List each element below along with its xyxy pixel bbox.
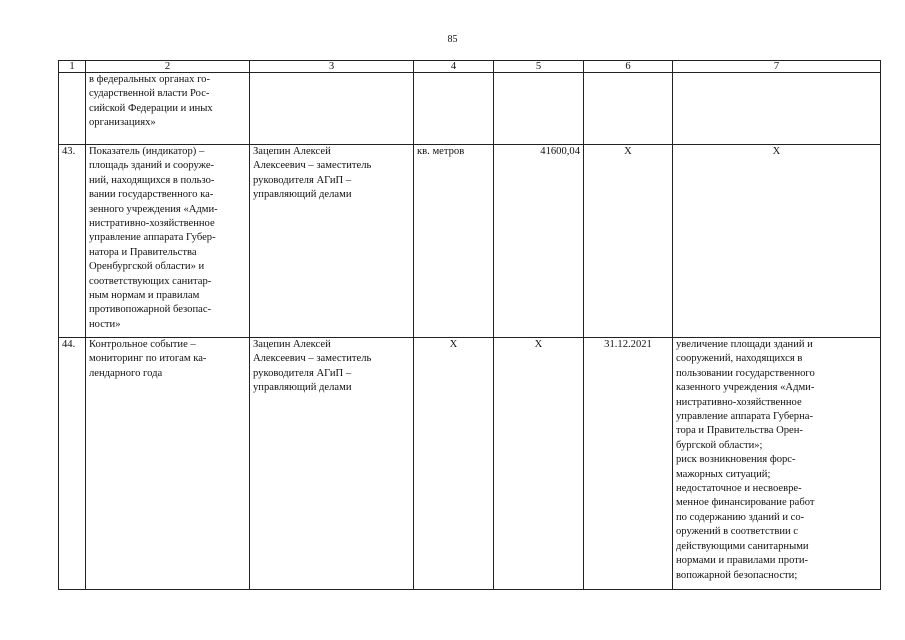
text-line: тора и Правительства Орен-	[676, 425, 803, 437]
text-line: лендарного года	[89, 367, 163, 379]
text-line: нистративно-хозяйственное	[676, 396, 802, 408]
cell-notes	[673, 338, 881, 590]
cell-date	[584, 73, 673, 145]
text-line: Алексеевич – заместитель	[253, 160, 372, 172]
header-cell-2: 2	[86, 61, 250, 73]
header-cell-3: 3	[250, 61, 414, 73]
cell-responsible	[250, 338, 414, 590]
text-line: сооружений, находящихся в	[676, 353, 803, 365]
row-number: 44.	[59, 338, 86, 590]
text-line: площадь зданий и сооруже-	[89, 160, 215, 172]
row-number: 43.	[59, 145, 86, 338]
cell-responsible	[250, 73, 414, 145]
table-row	[59, 145, 881, 338]
text-line: в федеральных органах го-	[89, 74, 210, 85]
text-line: пользовании государственного	[676, 367, 815, 379]
cell-unit: Х	[414, 338, 494, 590]
cell-description	[86, 73, 250, 145]
header-cell-4: 4	[414, 61, 494, 73]
text-line: вопожарной безопасности;	[676, 569, 798, 581]
text-line: сийской Федерации и иных	[89, 102, 213, 114]
cell-date: Х	[584, 145, 673, 338]
header-cell-5: 5	[494, 61, 584, 73]
header-cell-1: 1	[59, 61, 86, 73]
text-line: ний, находящихся в пользо-	[89, 174, 215, 186]
text-line: риск возникновения форс-	[676, 454, 796, 466]
text-line: Алексеевич – заместитель	[253, 353, 372, 365]
text-line: соответствующих санитар-	[89, 275, 212, 287]
cell-notes	[673, 73, 881, 145]
cell-unit: кв. метров	[414, 145, 494, 338]
header-cell-7: 7	[673, 61, 881, 73]
cell-description	[86, 338, 250, 590]
text-line: натора и Правительства	[89, 246, 197, 258]
text-line: управление аппарата Губер-	[89, 232, 216, 244]
text-line: Зацепин Алексей	[253, 339, 331, 350]
text-line: бургской области»;	[676, 439, 763, 451]
text-line: мажорных ситуаций;	[676, 468, 771, 480]
text-line: оружений в соответствии с	[676, 526, 799, 538]
text-line: Х	[772, 146, 781, 157]
cell-unit	[414, 73, 494, 145]
text-line: управление аппарата Губерна-	[676, 411, 813, 423]
text-line: менное финансирование работ	[676, 497, 815, 509]
cell-responsible	[250, 145, 414, 338]
text-line: управляющий делами	[253, 189, 352, 201]
table-row	[59, 338, 881, 590]
table-row-continuation	[59, 73, 881, 145]
text-line: Контрольное событие –	[89, 339, 196, 350]
cell-value	[494, 73, 584, 145]
text-line: недостаточное и несвоевре-	[676, 483, 802, 495]
text-line: ным нормам и правилам	[89, 290, 200, 302]
table-header-row	[59, 61, 881, 73]
text-line: зенного учреждения «Адми-	[89, 203, 218, 215]
text-line: ности»	[89, 318, 121, 330]
text-line: руководителя АГиП –	[253, 367, 352, 379]
text-line: по содержанию зданий и со-	[676, 511, 805, 523]
text-line: организациях»	[89, 117, 156, 129]
text-line: мониторинг по итогам ка-	[89, 353, 207, 365]
text-line: противопожарной безопас-	[89, 304, 212, 316]
text-line: нистративно-хозяйственное	[89, 218, 215, 230]
text-line: казенного учреждения «Адми-	[676, 382, 815, 394]
text-line: сударственной власти Рос-	[89, 88, 210, 100]
cell-value: 41600,04	[494, 145, 584, 338]
header-cell-6: 6	[584, 61, 673, 73]
text-line: Оренбургской области» и	[89, 261, 205, 273]
cell-date: 31.12.2021	[584, 338, 673, 590]
text-line: руководителя АГиП –	[253, 174, 352, 186]
cell-value: Х	[494, 338, 584, 590]
document-table	[58, 60, 881, 590]
text-line: действующими санитарными	[676, 540, 809, 552]
cell-description	[86, 145, 250, 338]
text-line: вании государственного ка-	[89, 189, 214, 201]
page-number: 85	[447, 34, 458, 45]
text-line: нормами и правилами проти-	[676, 555, 809, 567]
text-line: управляющий делами	[253, 382, 352, 394]
text-line: Показатель (индикатор) –	[89, 146, 205, 157]
text-line: увеличение площади зданий и	[676, 339, 813, 350]
cell-notes	[673, 145, 881, 338]
cell-num	[59, 73, 86, 145]
text-line: Зацепин Алексей	[253, 146, 331, 157]
